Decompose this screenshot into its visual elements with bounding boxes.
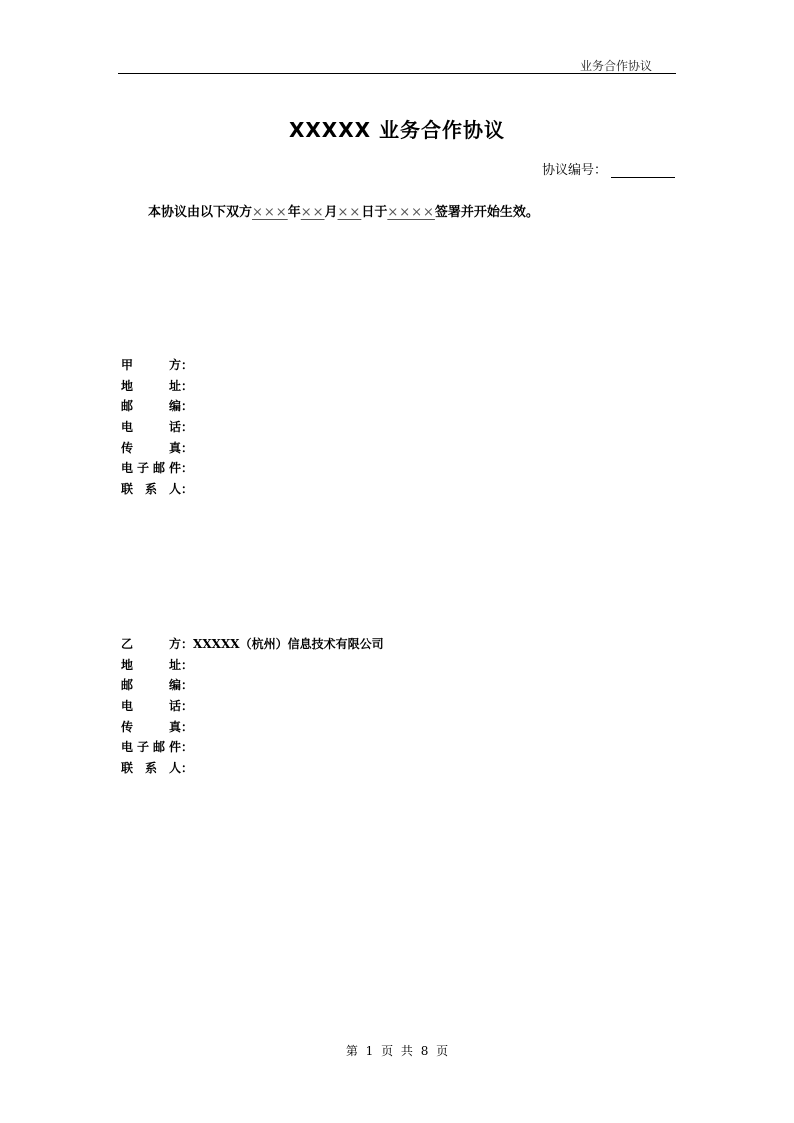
party-b-address-label: 地 址: [121, 657, 181, 672]
colon: ：: [181, 420, 194, 435]
agreement-number-blank[interactable]: [611, 163, 675, 178]
colon: ：: [181, 678, 194, 693]
party-a-postcode-row: [121, 396, 193, 417]
intro-paragraph: [148, 201, 539, 220]
party-a-name-label: 甲 方: [121, 358, 181, 372]
intro-text: 日于: [361, 205, 388, 220]
party-a-email-row: [121, 458, 193, 479]
party-b-fax-label: 传 真: [121, 719, 181, 734]
party-b-contact-label: 联 系 人: [121, 761, 181, 776]
party-b-contact-row: [121, 758, 384, 779]
party-a-fax-row: [121, 438, 193, 459]
party-a-phone-label: 电 话: [121, 420, 181, 435]
party-b-name-value: XXXXX（杭州）信息技术有限公司: [193, 637, 384, 651]
colon: ：: [181, 461, 194, 476]
month-placeholder: ××: [300, 205, 325, 220]
party-b-postcode-label: 邮 编: [121, 678, 181, 693]
party-a-block: [121, 355, 193, 500]
party-b-fax-row: [121, 717, 384, 738]
header-divider: [118, 73, 676, 74]
party-b-phone-row: [121, 696, 384, 717]
party-b-address-row: [121, 655, 384, 676]
party-a-address-row: [121, 376, 193, 397]
agreement-number-label: 协议编号：: [541, 163, 607, 178]
colon: ：: [181, 482, 194, 497]
intro-text: 月: [324, 205, 338, 220]
colon: ：: [181, 637, 194, 651]
party-a-contact-row: [121, 479, 193, 500]
party-a-fax-label: 传 真: [121, 440, 181, 455]
party-a-postcode-label: 邮 编: [121, 399, 181, 414]
party-b-phone-label: 电 话: [121, 699, 181, 714]
intro-text: 年: [287, 205, 301, 220]
intro-text: 签署并开始生效。: [434, 205, 539, 220]
page-footer: 第 1 页 共 8 页: [345, 1044, 449, 1058]
day-placeholder: ××: [337, 205, 362, 220]
colon: ：: [181, 399, 194, 414]
intro-text: 本协议由以下双方: [148, 205, 253, 220]
party-b-block: [121, 634, 384, 779]
colon: ：: [181, 761, 194, 776]
party-a-address-label: 地 址: [121, 378, 181, 393]
colon: ：: [181, 740, 194, 755]
party-b-email-row: [121, 737, 384, 758]
colon: ：: [181, 440, 194, 455]
document-title: XXXXX 业务合作协议: [288, 118, 506, 142]
party-a-contact-label: 联 系 人: [121, 482, 181, 497]
colon: ：: [181, 378, 194, 393]
colon: ：: [181, 358, 194, 372]
agreement-number: [542, 159, 675, 178]
year-placeholder: ×××: [252, 205, 288, 220]
party-b-postcode-row: [121, 675, 384, 696]
party-b-name-label: 乙 方: [121, 637, 181, 651]
party-b-email-label: 电子邮件: [121, 740, 181, 755]
running-header: 业务合作协议: [579, 59, 652, 73]
colon: ：: [181, 657, 194, 672]
party-a-phone-row: [121, 417, 193, 438]
party-a-email-label: 电子邮件: [121, 461, 181, 476]
party-a-name-row: [121, 355, 193, 376]
colon: ：: [181, 719, 194, 734]
party-b-name-row: [121, 634, 384, 655]
colon: ：: [181, 699, 194, 714]
place-placeholder: ××××: [387, 205, 435, 220]
